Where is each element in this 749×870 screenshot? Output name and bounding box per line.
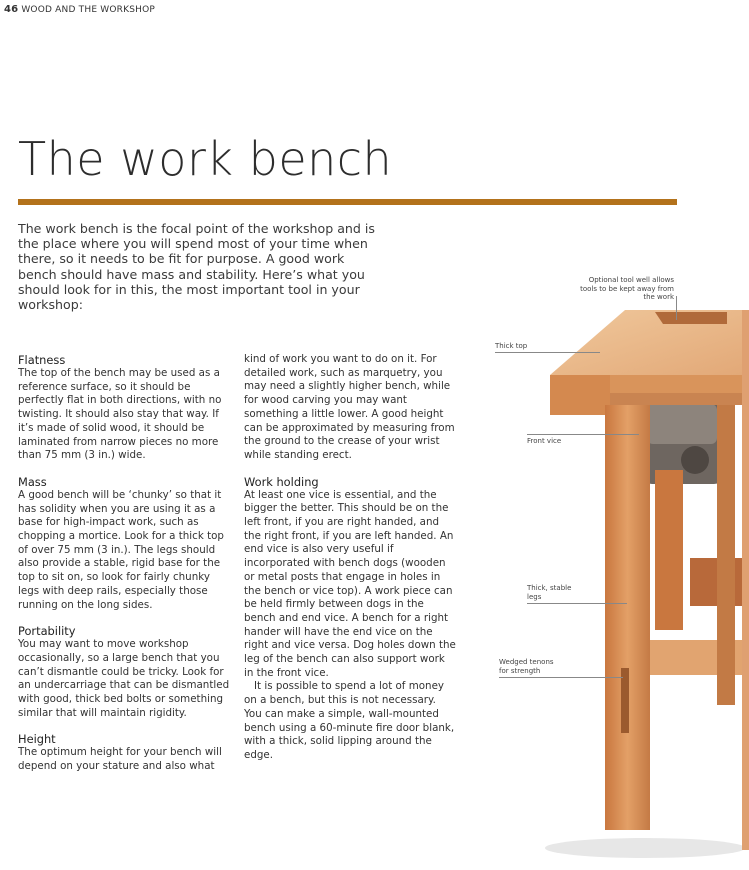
body-portability: You may want to move workshop occasionally, so a large bench that you can’t dismantle could be tricky. Look for an undercarriage that can be dismantled with good, thick bed bolts or something similar that will maintain rigidity. (18, 638, 230, 719)
back-leg (717, 405, 735, 705)
front-apron (610, 393, 749, 405)
body-flatness: The top of the bench may be used as a reference surface, so it should be perfectly flat in both directions, with no twisting. It should also stay that way. If it’s made of solid wood, it should be laminated from narrow pieces no more than 75 mm (3 in.) wide. (18, 367, 222, 462)
vice-screw (681, 446, 709, 474)
heading-height: Height (18, 732, 56, 747)
section-name: WOOD AND THE WORKSHOP (21, 5, 156, 15)
body-work-holding: At least one vice is essential, and the bigger the better. This should be on the left front, if you are right handed, and the right front, if you are left handed. An end vice is also very useful if incorporated with bench dogs (wooden or metal posts that engage in holes in the bench or vice top). A work piece can be held firmly between dogs in the bench and end vice. A bench for a right hander will have the end vice on the right and vice versa. Dog holes down the leg of the bench can also support work in the front vice. (244, 488, 456, 679)
callout-tenons: Wedged tenons for strength (499, 658, 554, 675)
callout-front-vice: Front vice (527, 437, 562, 445)
heading-portability: Portability (18, 624, 76, 639)
page-title: The work bench (18, 132, 393, 186)
right-edge-strip (742, 310, 749, 850)
heading-flatness: Flatness (18, 353, 66, 367)
body-mass: A good bench will be ‘chunky’ so that it has solidity when you are using it as a base for high-impact work, such as chopping a mortice. Look for a thick top of over 75 mm (3 in.). The legs should also provide a stable, rigid base for the top to sit on, so look for fairly chunky legs with deep rails, especially those running on the long sides. (18, 488, 224, 611)
front-leg (605, 405, 650, 830)
heading-mass: Mass (18, 474, 47, 489)
leader-thick-top (495, 352, 600, 353)
callout-thick-top: Thick top (495, 342, 528, 350)
leader-front-vice (527, 434, 639, 435)
inner-leg (655, 470, 683, 630)
floor-shadow (545, 838, 745, 858)
running-header (4, 4, 155, 15)
leader-tenons (499, 677, 623, 678)
heading-work-holding: Work holding (244, 474, 319, 489)
title-rule (18, 199, 677, 205)
page-number: 46 (4, 4, 19, 15)
leader-legs (527, 603, 627, 604)
vice-plate (647, 404, 717, 444)
leader-tool-well (676, 296, 677, 320)
text-column-left (18, 353, 230, 774)
intro-paragraph: The work bench is the focal point of the workshop and is the place where you will spend most of your time when there, so it needs to be fit for purpose. A good work bench should have mass and stability. Here’s what you should look for in this, the most important tool in your workshop: (18, 221, 375, 313)
bench-top-end (550, 375, 610, 415)
text-column-right (244, 353, 456, 763)
body-height: The optimum height for your bench will depend on your stature and also what (18, 746, 222, 773)
callout-legs: Thick, stable legs (527, 584, 572, 601)
body-work-holding-2: It is possible to spend a lot of money on a bench, but this is not necessary. You can make a simple, wall-mounted bench using a 60-minute fire door blank, with a thick, solid lipping around the edge. (244, 680, 455, 761)
tool-well (655, 312, 727, 324)
body-height-continued: kind of work you want to do on it. For detailed work, such as marquetry, you may need a slightly higher bench, while for wood carving you may want something a little lower. A good height can be approximated by measuring from the ground to the crease of your wrist while standing erect. (244, 353, 455, 461)
callout-tool-well: Optional tool well allows tools to be kept away from the work (580, 276, 674, 302)
